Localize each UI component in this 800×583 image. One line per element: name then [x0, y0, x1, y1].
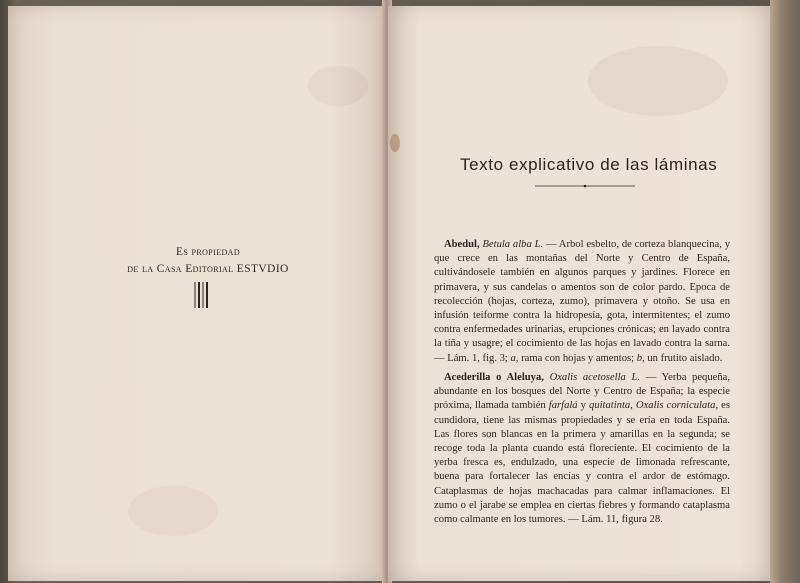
- entry-body: [434, 372, 730, 525]
- left-page: [8, 6, 386, 581]
- entry-scientific-name: Oxalis acetosella L.: [549, 372, 641, 383]
- entry-text-run: b,: [636, 352, 645, 364]
- entry-text-run: — Arbol esbelto, de corteza blanquecina, y que crece en las montañas del Norte y Centro de España, cultivándosele también en algunos parques y jardines. Florece en primavera, y sus candelas o amentos son de color pardo. Epoca de recolección (hojas, corteza, zumo), primavera y otoño. Se usa en infusión teiforme contra la hidropesía, gota, intermitentes; el zumo contra enfermedades urinarias, erupciones crónicas; en lavado contra la tiña y usagre; el cocimiento de las hojas en lavado contra la sarna. — Lám. 1, fig. 3;: [434, 239, 730, 364]
- entry-text-run: un frutito aislado.: [644, 352, 723, 364]
- page-edge: [770, 0, 800, 583]
- ornament-icon: [192, 282, 212, 308]
- entry-text-run: farfalá: [548, 400, 578, 412]
- entry-text-run: rama con hojas y amentos;: [518, 352, 637, 364]
- title-rule: [535, 184, 635, 188]
- imprint-line-2: de la Casa Editorial ESTVDIO: [127, 263, 289, 275]
- entry-text-run: — Yerba pequeña, abundante en los bosques del Norte y Centro de España; la especie próxima, llamada también: [434, 372, 730, 412]
- entry-headword: Acederilla o Aleluya,: [444, 372, 544, 383]
- entry-text-run: y: [577, 400, 590, 412]
- entry-body: [434, 239, 730, 364]
- paper-stain: [390, 134, 400, 152]
- paper-stain: [588, 46, 728, 116]
- entry-text-run: es cundidora, tiene las mismas propiedades y se ería en toda España. Las flores son blancas en la primera y amarillas en la segunda; se recoge toda la planta cuando está floreciente. El cocimiento de la yerba fresca es, endulzado, una especie de limonada refrescante, buena para fortalecer las encías y contra el ardor de estómago. Cataplasmas de hojas machacadas para calmar inflamaciones. El zumo o el jarabe se emplea en ciertas fiebres y formando cataplasma como calmante en los tumores. — Lám. 11, figura 28.: [434, 400, 731, 526]
- entry-text-run: a,: [510, 352, 519, 364]
- glossary-entry-acederilla: [434, 371, 730, 527]
- paper-stain: [308, 66, 368, 106]
- entry-text-run: quitatinta, Oxalis corniculata,: [589, 400, 719, 412]
- imprint-line-1: Es propiedad: [175, 246, 241, 258]
- glossary-entry-abedul: [434, 238, 730, 366]
- paper-stain: [128, 486, 218, 536]
- page-title: Texto explicativo de las láminas: [460, 155, 718, 174]
- entry-scientific-name: Betula alba L.: [482, 239, 544, 250]
- entry-headword: Abedul,: [444, 239, 480, 250]
